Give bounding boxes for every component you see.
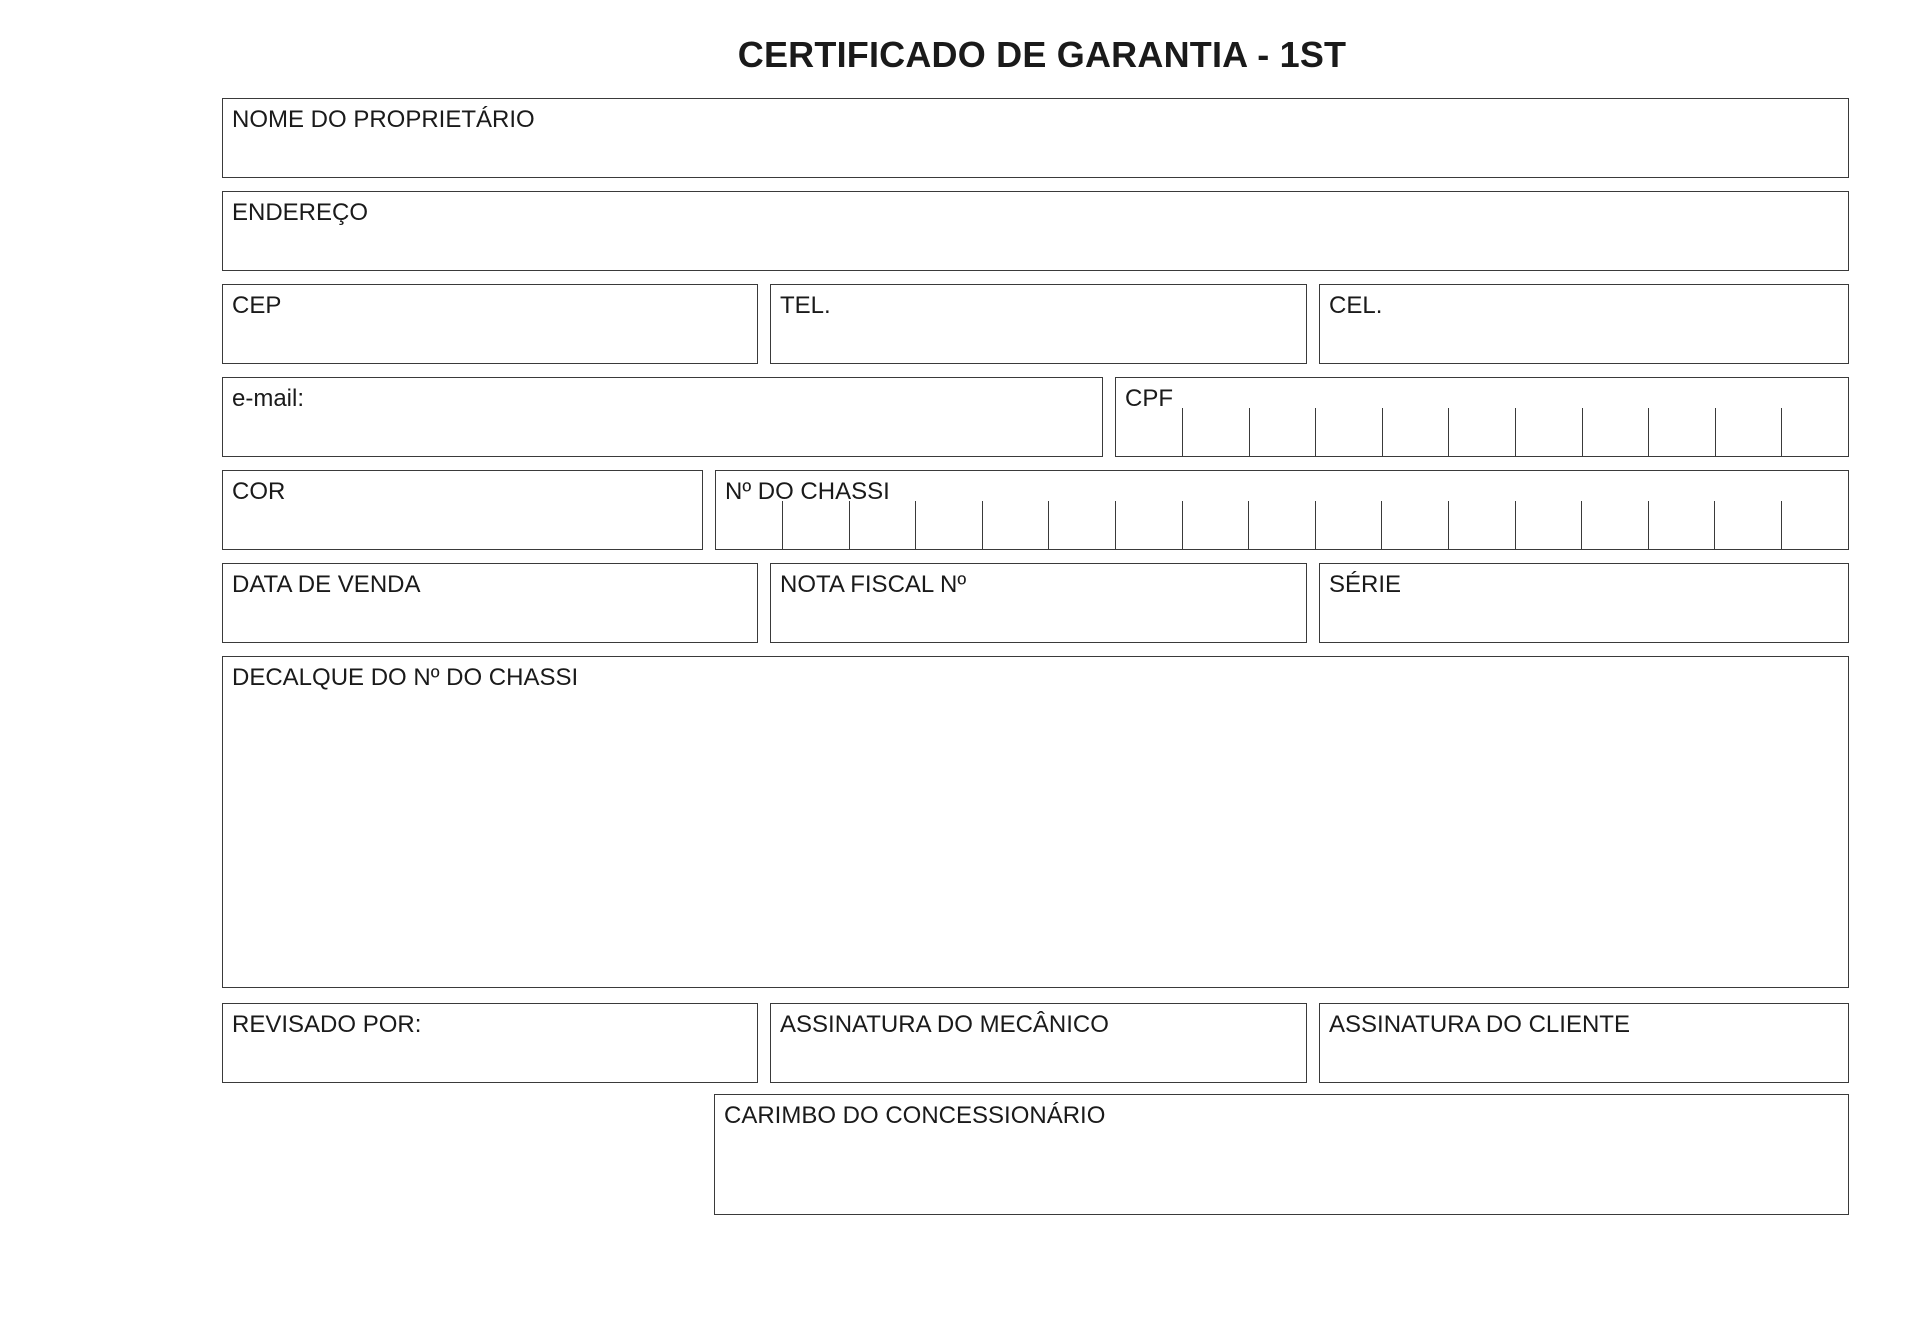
email-field[interactable] xyxy=(222,377,1103,457)
chassis-box-divider xyxy=(1448,501,1449,549)
invoice-number-field[interactable] xyxy=(770,563,1307,643)
chassis-box-divider xyxy=(1248,501,1249,549)
series-field[interactable] xyxy=(1319,563,1849,643)
color-label: COR xyxy=(232,478,286,505)
chassis-box-divider xyxy=(1115,501,1116,549)
chassis-box-divider xyxy=(1048,501,1049,549)
chassis-box-divider xyxy=(1381,501,1382,549)
chassis-box-divider xyxy=(915,501,916,549)
cpf-field[interactable] xyxy=(1115,377,1849,457)
sale-date-field[interactable] xyxy=(222,563,758,643)
cel-field[interactable] xyxy=(1319,284,1849,364)
chassis-box-divider xyxy=(1182,501,1183,549)
chassis-box-divider xyxy=(1515,501,1516,549)
cpf-box-divider xyxy=(1182,408,1183,456)
reviewed-by-label: REVISADO POR: xyxy=(232,1011,422,1038)
cep-label: CEP xyxy=(232,292,282,319)
cpf-box-divider xyxy=(1515,408,1516,456)
chassis-decal-field[interactable] xyxy=(222,656,1849,988)
cpf-label: CPF xyxy=(1125,385,1173,412)
chassis-box-divider xyxy=(1581,501,1582,549)
tel-label: TEL. xyxy=(780,292,831,319)
mechanic-signature-label: ASSINATURA DO MECÂNICO xyxy=(780,1011,1109,1038)
sale-date-label: DATA DE VENDA xyxy=(232,571,421,598)
tel-field[interactable] xyxy=(770,284,1307,364)
chassis-number-label: Nº DO CHASSI xyxy=(725,478,890,505)
email-label: e-mail: xyxy=(232,385,305,412)
cpf-box-divider xyxy=(1382,408,1383,456)
chassis-box-divider xyxy=(1315,501,1316,549)
owner-name-label: NOME DO PROPRIETÁRIO xyxy=(232,106,535,133)
cpf-box-divider xyxy=(1249,408,1250,456)
chassis-decal-label: DECALQUE DO Nº DO CHASSI xyxy=(232,664,579,691)
chassis-box-divider xyxy=(1714,501,1715,549)
chassis-box-divider xyxy=(849,501,850,549)
chassis-box-divider xyxy=(982,501,983,549)
document-title: CERTIFICADO DE GARANTIA - 1ST xyxy=(737,34,1347,75)
cpf-box-divider xyxy=(1781,408,1782,456)
cpf-box-divider xyxy=(1715,408,1716,456)
chassis-box-divider xyxy=(1648,501,1649,549)
client-signature-field[interactable] xyxy=(1319,1003,1849,1083)
chassis-box-divider xyxy=(1781,501,1782,549)
mechanic-signature-field[interactable] xyxy=(770,1003,1307,1083)
owner-name-field[interactable] xyxy=(222,98,1849,178)
invoice-number-label: NOTA FISCAL Nº xyxy=(780,571,967,598)
cel-label: CEL. xyxy=(1329,292,1383,319)
dealer-stamp-label: CARIMBO DO CONCESSIONÁRIO xyxy=(724,1102,1106,1129)
cpf-box-divider xyxy=(1315,408,1316,456)
series-label: SÉRIE xyxy=(1329,571,1402,598)
address-label: ENDEREÇO xyxy=(232,199,369,226)
cpf-box-divider xyxy=(1582,408,1583,456)
cep-field[interactable] xyxy=(222,284,758,364)
reviewed-by-field[interactable] xyxy=(222,1003,758,1083)
address-field[interactable] xyxy=(222,191,1849,271)
chassis-number-field[interactable] xyxy=(715,470,1849,550)
cpf-box-divider xyxy=(1448,408,1449,456)
cpf-box-divider xyxy=(1648,408,1649,456)
color-field[interactable] xyxy=(222,470,703,550)
client-signature-label: ASSINATURA DO CLIENTE xyxy=(1329,1011,1630,1038)
chassis-box-divider xyxy=(782,501,783,549)
dealer-stamp-field[interactable] xyxy=(714,1094,1849,1215)
